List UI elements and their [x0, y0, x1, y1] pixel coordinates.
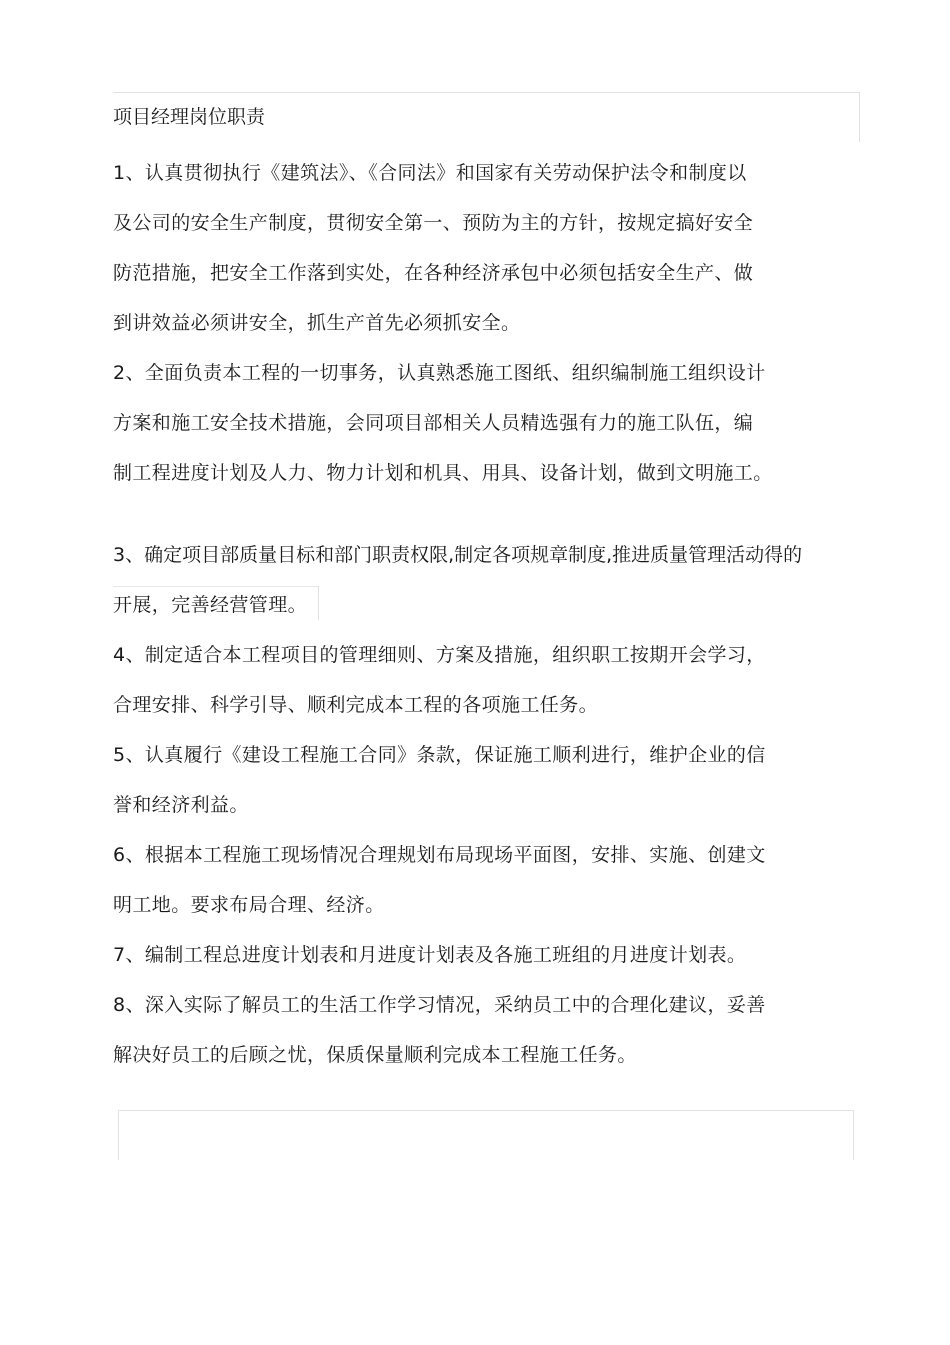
paragraph-line: 3、确定项目部质量目标和部门职责权限,制定各项规章制度,推进质量管理活动得的: [113, 544, 803, 566]
paragraph-line: 解决好员工的后顾之忧，保质保量顺利完成本工程施工任务。: [113, 1044, 637, 1066]
paragraph-line: 方案和施工安全技术措施，会同项目部相关人员精选强有力的施工队伍，编: [113, 412, 754, 434]
paragraph-line: 到讲效益必须讲安全，抓生产首先必须抓安全。: [113, 312, 521, 334]
paragraph-line: 5、认真履行《建设工程施工合同》条款，保证施工顺利进行，维护企业的信: [113, 744, 766, 766]
paragraph-line: 7、编制工程总进度计划表和月进度计划表及各施工班组的月进度计划表。: [113, 944, 747, 966]
frame-border-bottom: [118, 1110, 854, 1160]
paragraph-line: 明工地。要求布局合理、经济。: [113, 894, 385, 916]
paragraph-line: 1、认真贯彻执行《建筑法》、《合同法》和国家有关劳动保护法令和制度以: [113, 162, 747, 184]
paragraph-line: 8、深入实际了解员工的生活工作学习情况，采纳员工中的合理化建议，妥善: [113, 994, 766, 1016]
paragraph-line: 合理安排、科学引导、顺利完成本工程的各项施工任务。: [113, 694, 599, 716]
paragraph-line: 防范措施，把安全工作落到实处，在各种经济承包中必须包括安全生产、做: [113, 262, 754, 284]
paragraph-line: 6、根据本工程施工现场情况合理规划布局现场平面图，安排、实施、创建文: [113, 844, 766, 866]
paragraph-line: 制工程进度计划及人力、物力计划和机具、用具、设备计划，做到文明施工。: [113, 462, 773, 484]
paragraph-line: 及公司的安全生产制度，贯彻安全第一、预防为主的方针，按规定搞好安全: [113, 212, 754, 234]
document-title: 项目经理岗位职责: [113, 106, 266, 128]
paragraph-line: 2、全面负责本工程的一切事务，认真熟悉施工图纸、组织编制施工组织设计: [113, 362, 766, 384]
paragraph-line: 开展，完善经营管理。: [113, 594, 308, 616]
paragraph-line: 4、制定适合本工程项目的管理细则、方案及措施，组织职工按期开会学习，: [113, 644, 766, 666]
paragraph-line: 誉和经济利益。: [113, 794, 249, 816]
